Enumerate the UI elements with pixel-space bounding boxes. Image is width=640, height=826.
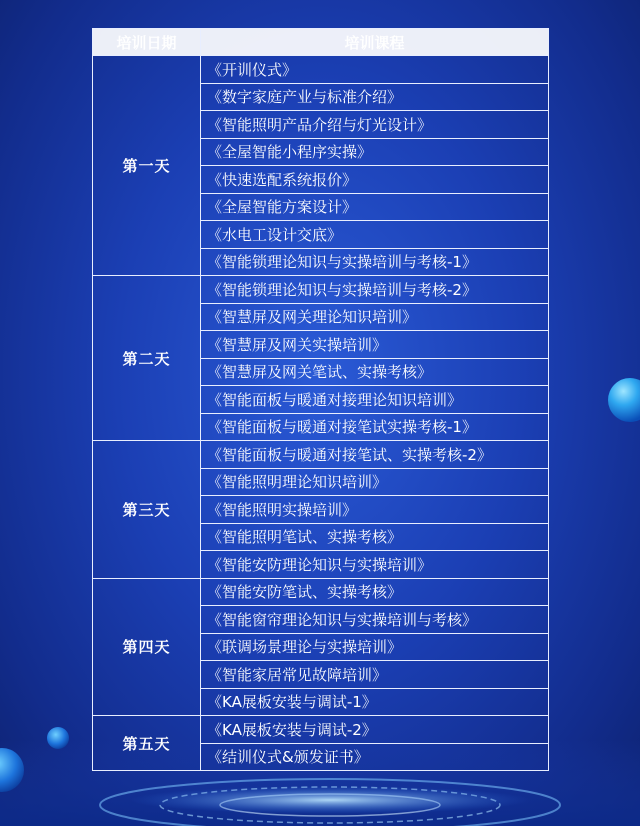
course-cell: 《智能面板与暖通对接理论知识培训》 — [201, 386, 549, 414]
course-cell: 《智能锁理论知识与实操培训与考核-2》 — [201, 276, 549, 304]
course-cell: 《智能窗帘理论知识与实操培训与考核》 — [201, 606, 549, 634]
course-cell: 《KA展板安装与调试-1》 — [201, 688, 549, 716]
day-label: 第四天 — [93, 578, 201, 716]
header-course: 培训课程 — [201, 29, 549, 56]
table-row — [93, 716, 549, 744]
course-cell: 《智能锁理论知识与实操培训与考核-1》 — [201, 248, 549, 276]
course-cell: 《全屋智能方案设计》 — [201, 193, 549, 221]
course-cell: 《智慧屏及网关理论知识培训》 — [201, 303, 549, 331]
table-row — [93, 56, 549, 84]
course-cell: 《智能面板与暖通对接笔试、实操考核-2》 — [201, 441, 549, 469]
course-cell: 《智能照明理论知识培训》 — [201, 468, 549, 496]
day-label: 第一天 — [93, 56, 201, 276]
course-cell: 《全屋智能小程序实操》 — [201, 138, 549, 166]
table-row — [93, 578, 549, 606]
course-cell: 《智能安防理论知识与实操培训》 — [201, 551, 549, 579]
day-label: 第二天 — [93, 276, 201, 441]
training-schedule-table — [92, 28, 549, 771]
schedule-body — [93, 56, 549, 771]
header-row — [93, 29, 549, 56]
course-cell: 《智能照明笔试、实操考核》 — [201, 523, 549, 551]
course-cell: 《结训仪式&颁发证书》 — [201, 743, 549, 771]
course-cell: 《KA展板安装与调试-2》 — [201, 716, 549, 744]
course-cell: 《联调场景理论与实操培训》 — [201, 633, 549, 661]
course-cell: 《智能照明产品介绍与灯光设计》 — [201, 111, 549, 139]
course-cell: 《智慧屏及网关实操培训》 — [201, 331, 549, 359]
course-cell: 《水电工设计交底》 — [201, 221, 549, 249]
course-cell: 《智慧屏及网关笔试、实操考核》 — [201, 358, 549, 386]
day-label: 第五天 — [93, 716, 201, 771]
course-cell: 《开训仪式》 — [201, 56, 549, 84]
course-cell: 《智能面板与暖通对接笔试实操考核-1》 — [201, 413, 549, 441]
header-date: 培训日期 — [93, 29, 201, 56]
course-cell: 《数字家庭产业与标准介绍》 — [201, 83, 549, 111]
table-row — [93, 441, 549, 469]
day-label: 第三天 — [93, 441, 201, 579]
course-cell: 《智能照明实操培训》 — [201, 496, 549, 524]
course-cell: 《智能安防笔试、实操考核》 — [201, 578, 549, 606]
course-cell: 《快速选配系统报价》 — [201, 166, 549, 194]
table-row — [93, 276, 549, 304]
course-cell: 《智能家居常见故障培训》 — [201, 661, 549, 689]
